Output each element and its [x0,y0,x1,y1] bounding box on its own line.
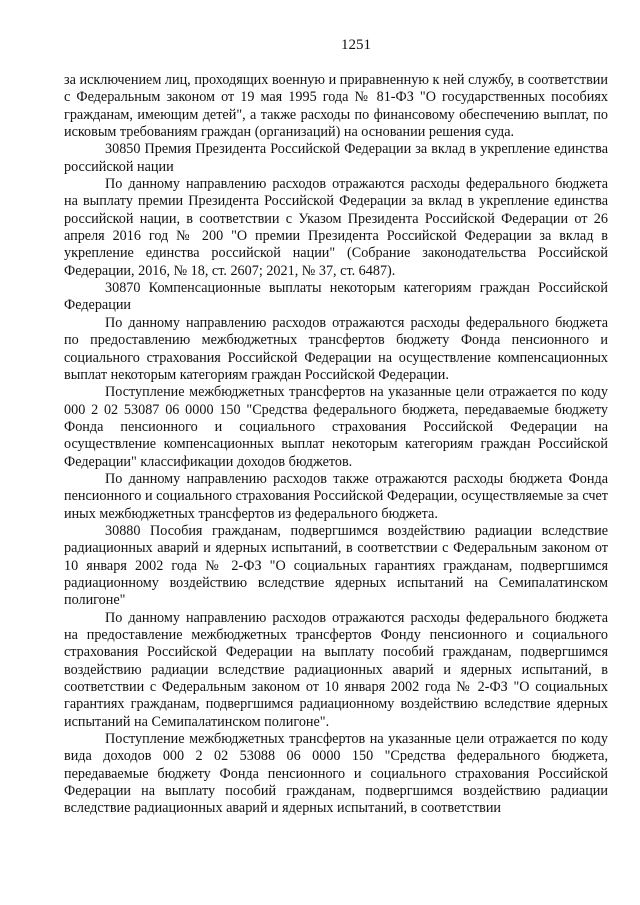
paragraph-30880-income-code: Поступление межбюджетных трансфертов на указанные цели отражается по коду вида доходов 000 2 02 53088 06 0000 150 "Средства федерального бюджета, передаваемые бюджету Фонда пенсионного и социального страхования Российской Федерации на выплату пособий гражданам, подвергшимся воздействию радиации вследствие радиационных аварий и ядерных испытаний, в соответствии [64,731,608,817]
paragraph-30850-description: По данному направлению расходов отражаются расходы федерального бюджета на выплату премии Президента Российской Федерации за вклад в укрепление единства российской нации, в соответствии с Указом Президента Российской Федерации от 26 апреля 2016 год № 200 "О премии Президента Российской Федерации за вклад в укрепление единства российской нации" (Собрание законодательства Российской Федерации, 2016, № 18, ст. 2607; 2021, № 37, ст. 6487). [64,176,608,279]
section-heading-30880: 30880 Пособия гражданам, подвергшимся воздействию радиации вследствие радиационных аварий и ядерных испытаний, в соответствии с Федеральным законом от 10 января 2002 года № 2-ФЗ "О социальных гарантиях гражданам, подвергшимся радиационному воздействию вследствие ядерных испытаний на Семипалатинском полигоне" [64,522,608,609]
paragraph-continuation: за исключением лиц, проходящих военную и приравненную к ней службу, в соответствии с Федеральным законом от 19 мая 1995 года № 81-ФЗ "О государственных пособиях гражданам, имеющим детей", а также расходы по финансовому обеспечению выплат, по исковым требованиям граждан (организаций) на основании решения суда. [64,72,608,141]
paragraph-30870-fund-expenses: По данному направлению расходов также отражаются расходы бюджета Фонда пенсионного и социального страхования Российской Федерации, осуществляемые за счет иных межбюджетных трансфертов из федерального бюджета. [64,470,608,522]
paragraph-30880-description: По данному направлению расходов отражаются расходы федерального бюджета на предоставление межбюджетных трансфертов Фонду пенсионного и социального страхования Российской Федерации на выплату пособий гражданам, подвергшимся воздействию радиации вследствие радиационных аварий и ядерных испытаний, в соответствии с Федеральным законом от 10 января 2002 года № 2-ФЗ "О социальных гарантиях гражданам, подвергшимся радиационному воздействию вследствие ядерных испытаний на Семипалатинском полигоне". [64,609,608,730]
paragraph-30870-description: По данному направлению расходов отражаются расходы федерального бюджета по предоставлению межбюджетных трансфертов бюджету Фонда пенсионного и социального страхования Российской Федерации на осуществление компенсационных выплат некоторым категориям граждан Российской Федерации. [64,314,608,383]
section-heading-30850: 30850 Премия Президента Российской Федерации за вклад в укрепление единства российской нации [64,141,608,175]
page-number: 1251 [341,37,371,53]
paragraph-30870-income-code: Поступление межбюджетных трансфертов на указанные цели отражается по коду 000 2 02 53087 06 0000 150 "Средства федерального бюджета, передаваемые бюджету Фонда пенсионного и социального страхования Российской Федерации на осуществление компенсационных выплат некоторым категориям граждан Российской Федерации" классификации доходов бюджетов. [64,384,608,470]
section-heading-30870: 30870 Компенсационные выплаты некоторым категориям граждан Российской Федерации [64,280,608,314]
document-body [64,72,608,818]
